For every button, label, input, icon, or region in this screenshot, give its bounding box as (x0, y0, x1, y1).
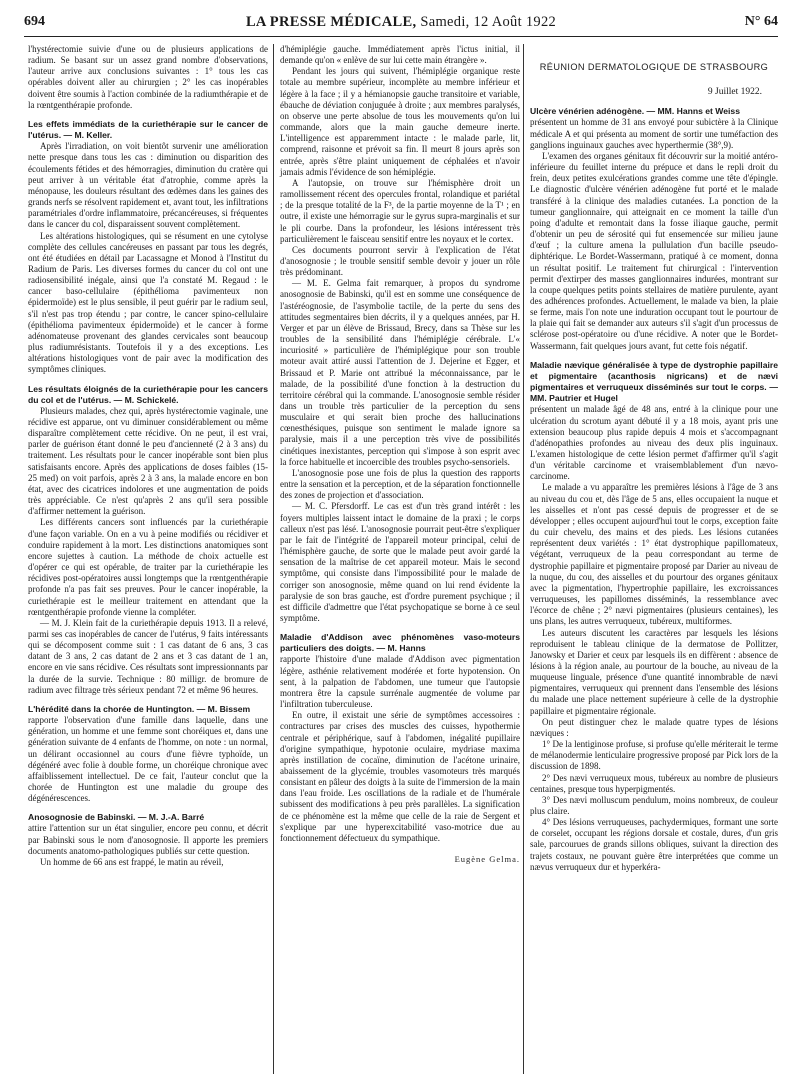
paragraph: Après l'irradiation, on voit bientôt survenir une amélioration nette presque dans tous les cas : diminution ou disparition des écoulements fétides et des hémorragies, diminution du cratère qui peut arriver à un véritable état d'atrophie, comme après la ménopause, les douleurs résultant des œdèmes dans les gaines des grands nerfs se résolvent rapidement et, avant tout, les infiltrations paramétriales d'ordre inflammatoire, précancéreuses, si fréquentes dans le cancer du col, disparaissent souvent complètement. (28, 141, 268, 230)
paragraph: L'anosognosie pose une fois de plus la question des rapports entre la sensation et la perception, et de la séparation fonctionnelle des zones de projection et d'association. (280, 467, 520, 501)
column-divider (273, 44, 274, 1074)
paragraph: rapporte l'observation d'une famille dans laquelle, dans une génération, un homme et une femme sont choréiques et, dans une génération suivante de 4 enfants de l'homme, on note : un normal, un délirant occasionnel au cours d'une fièvre typhoïde, un dégénéré avec folie à double forme, un choréique chronique avec affaiblissement intellectuel. De ce fait, l'auteur conclut que la chorée de Huntington est une maladie du groupe des dégénérescences. (28, 715, 268, 804)
paragraph: — M. E. Gelma fait remarquer, à propos du syndrome anosognosie de Babinski, qu'il est en somme une conséquence de l'astéréognosie, de l'asymbolie tactile, de la perte du sens des attitudes segmentaires bien décrits, il y a quelques années, par H. Verger et par un élève de Brissaud, Brecy, dans sa Thèse sur les troubles de la sensibilité dans l'hémiplégie cérébrale. L'« incuriosité » particulière de l'hémiplégique pour son trouble moteur avait attiré aussi l'attention de J. Dejerine et Egger, et Brissaud et P. Marie ont attribué la méconnaissance, par le malade, de la possibilité d'une fonction à la destruction du territoire cérébral qui la commande. L'anosognosie semble résider dans un trouble très particulier de la perception du sens musculaire et qui serait bien proche des hallucinations cœnesthésiques, puisque son sentiment le malade ignore sa paralysie, mais il a une perception très vive de possibilités cinétiques inexistantes, perception qui s'impose à son esprit avec la force habituelle et incoercible des troubles psycho-sensoriels. (280, 278, 520, 467)
paragraph: 1° De la lentiginose profuse, si profuse qu'elle mériterait le terme de mélanodermie lenticulaire progressive proposé par Pick lors de la discussion de 1898. (530, 739, 778, 772)
paragraph: 4° Des lésions verruqueuses, pachydermiques, formant une sorte de corselet, occupant les régions dorsale et costale, dures, d'un gris sale, parcourues de grands sillons obliques, suivant la direction des trajets costaux, ne pouvant guère être interprétées que comme un nævus verruqueux dur et hyperkéra- (530, 817, 778, 872)
paragraph: Plusieurs malades, chez qui, après hystérectomie vaginale, une récidive est apparue, ont vu diminuer considérablement ou même disparaître complètement cette récidive. On ne peut, il est vrai, parler de guérison étant donné le peu d'ancienneté (2 à 3 ans) du traitement. Les résultats pour le cancer inopérable sont bien plus satisfaisants encore. Après des applications de doses faibles (15-25 med) on voit parfois, après 2 à 3 ans, la malade encore en bon état, avec des cicatrices indolores et une augmentation de poids très appréciable. Ce n'est qu'après 2 ans qu'il sera possible d'affirmer nettement la guérison. (28, 405, 268, 517)
paragraph: 3° Des nævi molluscum pendulum, moins nombreux, de couleur plus claire. (530, 794, 778, 816)
paragraph: Les différents cancers sont influencés par la curiethérapie d'une façon variable. On en a vu à peine modifiés ou récidiver et conduire rapidement à la mort. Les distinctions anatomiques sont encore sujettes à caution. La méthode de choix actuelle est d'opérer ce qui est opérable, de traiter par la curiethérapie les récidives post-opératoires aussi longtemps que la rœntgenthérapie profonde n'a pas fait ses preuves. Pour le cancer inopérable, la curiethérapie est le meilleur traitement en attendant que la rœntgenthérapie profonde vienne la compléter. (28, 517, 268, 617)
paragraph: attire l'attention sur un état singulier, encore peu connu, et décrit par Babinski sous le nom d'anosognosie. Il apporte les premiers documents anatomo-pathologiques publiés sur cette question. (28, 823, 268, 856)
article-heading: Maladie d'Addison avec phénomènes vaso-moteurs particuliers des doigts. — M. Hanns (280, 632, 520, 654)
session-date: 9 Juillet 1922. (707, 87, 762, 98)
paragraph: Le malade a vu apparaître les premières lésions à l'âge de 3 ans au niveau du cou et, dès l'âge de 5 ans, elles occupaient la nuque et les aisselles et n'ont pas cessé depuis de progresser et de se développer ; elles occupent aujourd'hui tout le corps, exception faite du cuir chevelu, des mains et des pieds. Les lésions cutanées représentent deux variétés : 1° état dystrophique papillomateux, végétant, verruqueux de la peau correspondant au terme de dystrophie papillaire et pigmentaire proposé par Darier au niveau de la nuque, du cou, des aisselles et du pourtour des organes génitaux avec la pigmentation, l'hypertrophie papillaire, les excroissances verruqueuses, les papillomes disséminés, la ressemblance avec l'écorce de chêne ; 2° nævi pigmentaires (plusieurs centaines), les uns plans, les autres verruqueux, tubéreux, multiformes. (530, 482, 778, 627)
paragraph: Les auteurs discutent les caractères par lesquels les lésions reproduisent le tableau clinique de la dermatose de Pollitzer, Janowsky et Darier et ceux par lesquels ils en diffèrent : absence de lésions à la région anale, au pourtour de la bouche, au niveau de la muqueuse linguale, présence d'une quantité innombrable de nævi pigmentaires, verruqueux qui prennent dans l'ensemble des lésions du malade une place nettement supérieure à celle de la dystrophie papillaire et pigmentaire régionale. (530, 627, 778, 716)
page-number: 694 (24, 14, 45, 29)
section-title: RÉUNION DERMATOLOGIQUE DE STRASBOURG (539, 62, 769, 72)
header-rule (24, 36, 778, 37)
article-heading: Les résultats éloignés de la curiethérapie pour les cancers du col et de l'utérus. — M. Schickelé. (28, 383, 268, 405)
paragraph: d'hémiplégie gauche. Immédiatement après l'ictus initial, il demande qu'on « enlève de sur lui cette main étrangère ». (280, 44, 520, 66)
paragraph: 2° Des nævi verruqueux mous, tubéreux au nombre de plusieurs centaines, presque tous hyperpigmentés. (530, 772, 778, 794)
paragraph: En outre, il existait une série de symptômes accessoires : contractures par crises des muscles des cuisses, hypothermie centrale et périphérique, sauf à l'abdomen, inégalité pupillaire d'origine sympathique, hypotonie oculaire, mydriase maxima après instillation de cocaïne, diminution de l'acétone urinaire, abaissement de la glycémie, troubles vasomoteurs très marqués consistant en pâleur des doigts à la suite de l'immersion de la main dans l'eau froide. Les oscillations de la radiale et de l'humérale subissent des modifications à peu près parallèles. La signification de ce phénomène est la même que celle de la raie de Sergent et s'explique par une hyperexcitabilité vaso-motrice due au fonctionnement défectueux du sympathique. (280, 710, 520, 843)
paragraph: Ces documents pourront servir à l'explication de l'état d'anosognosie ; le trouble sensitif semble devoir y jouer un rôle très prédominant. (280, 244, 520, 278)
issue-number: N° 64 (744, 14, 778, 29)
paragraph: — M. C. Pfersdorff. Le cas est d'un très grand intérêt : les foyers multiples laissent intact le domaine de la praxi ; le corps calleux n'est pas lésé. L'anosognosie pourrait peut-être s'expliquer par le fait de l'intégrité de l'appareil moteur principal, celui de l'hémisphère gauche, de sorte que le malade peut avoir gardé la sensation de la maîtrise de cet appareil moteur. Mais le second symptôme, qui consiste dans l'impossibilité pour le malade de corriger son anosognosie, même quand on lui rend évidente la paralysie de son bras gauche, est d'ordre purement psychique ; il est difficile d'admettre que l'état psychopatique se borne à ce seul symptôme. (280, 501, 520, 623)
paragraph: rapporte l'histoire d'une malade d'Addison avec pigmentation légère, asthénie relativement modérée et forte hypotension. On sent, à la palpation de l'abdomen, une tumeur que l'autopsie montrera être la capsule surrénale augmentée de volume par l'infiltration tuberculeuse. (280, 654, 520, 710)
column-3 (530, 44, 778, 873)
issue-date: Samedi, 12 Août 1922 (420, 14, 557, 30)
publication-title: LA PRESSE MÉDICALE, (245, 14, 417, 30)
paragraph: Les altérations histologiques, qui se résument en une cytolyse complète des cellules cancéreuses en passant par tous les degrés, ont été étudiées en détail par Lacassagne et Monod à l'Institut du Radium de Paris. Les diverses formes du cancer du col ont une radiosensibilité inégale, ainsi que l'a constaté M. Regaud : le cancer baso-cellulaire (épithélioma pavimenteux non épidermoïde) est le plus sensible, il peut guérir par le radium seul, s'il n'est pas trop étendu ; par contre, le cancer spino-cellulaire (épithélioma pavimenteux épidermoïde) et le cancer à forme adénomateuse provenant des glandes cervicales sont beaucoup plus radiumrésistants. Toutefois il y a des exceptions. Les altérations histologiques vont de pair avec la modification des symptômes cliniques. (28, 230, 268, 375)
article-heading: L'hérédité dans la chorée de Huntington. — M. Bissem (28, 703, 251, 714)
paragraph: — M. J. Klein fait de la curiethérapie depuis 1913. Il a relevé, parmi ses cas inopérables de cancer de l'utérus, 9 faits intéressants qui se décomposent comme suit : 1 cas datant de 6 ans, 3 cas datant de 3 ans, 2 cas datant de 2 ans et 3 cas datant de 1 an, encore en vie sans récidive. Ces résultats sont impressionnants par la durée de la survie. Technique : 80 milligr. de bromure de radium avec filtrage très sérieux pendant 72 et même 96 heures. (28, 617, 268, 695)
article-heading: Les effets immédiats de la curiethérapie sur le cancer de l'utérus. — M. Keller. (28, 118, 268, 141)
paragraph: Pendant les jours qui suivent, l'hémiplégie organique reste totale au membre supérieur, incomplète au membre inférieur et légère à la face ; il y a hémianopsie gauche transitoire et variable, ébauche de déviation conjuguée à droite ; aux membres paralysés, on observe une perte absolue de tous les mouvements qu'on lui commande, alors que la main gauche demeure inerte. L'intelligence est apparemment intacte : le malade parle, lit, comprend, raisonne et prévoit sa fin. Il meurt 8 jours après son entrée, après s'être plaint uniquement de céphalées et n'avoir jamais admis l'évidence de son hémiplégie. (280, 66, 520, 177)
paragraph: A l'autopsie, on trouve sur l'hémisphère droit un ramollissement récent des opercules frontal, rolandique et pariétal ; de la presque totalité de la F³, de la partie moyenne de la T¹ ; en outre, il existe une hémorragie sur le gyrus supra-marginalis et sur le pli courbe. Dans la profondeur, les lésions intéressent très particulièrement le faisceau sensitif entre les noyaux et le cortex. (280, 177, 520, 244)
article-heading: Ulcère vénérien adénogène. — MM. Hanns et Weiss (530, 106, 740, 117)
author-signature: Eugène Gelma. (454, 854, 520, 865)
column-divider (523, 44, 524, 1074)
paragraph: l'hystérectomie suivie d'une ou de plusieurs applications de radium. Se basant sur un assez grand nombre d'observations, l'auteur arrive aux conclusions suivantes : 1° tous les cas opérables doivent aller au chirurgien ; 2° les cas inopérables doivent être soumis à l'action combinée de la radiumthérapie et de la rœntgenthérapie profonde. (28, 44, 268, 110)
article-heading: Anosognosie de Babinski. — M. J.-A. Barré (28, 812, 205, 823)
paragraph: Un homme de 66 ans est frappé, le matin au réveil, (40, 856, 224, 867)
paragraph: présentent un homme de 31 ans envoyé pour subictère à la Clinique médicale A et qui présenta au moment de sortir une tuméfaction des ganglions inguinaux gauches avec hyperthermie (38°,9). (530, 117, 778, 150)
column-1 (28, 44, 268, 868)
article-heading: Maladie nævique généralisée à type de dystrophie papillaire et pigmentaire (acanthosis nigricans) et de nævi pigmentaires et verruqueux disséminés sur tout le corps. — MM. Pautrier et Hugel (530, 359, 778, 404)
paragraph: L'examen des organes génitaux fit découvrir sur la moitié antéro-inférieure du feuillet interne du prépuce et dans le repli droit du frein, deux petites exulcérations grandes comme une tête d'épingle. Le diagnostic d'ulcère vénérien adénogène fut porté et le malade transféré à la clinique des maladies cutanées. La ponction de la tumeur ganglionnaire, qui atteignait en ce moment la taille d'un poing d'adulte et remontait dans la fosse iliaque gauche, permit d'obtenir un peu de sérosité qui fut ensemencée sur milieu jaune d'œuf ; la culture amena la pullulation d'un bacille pseudo-diphtérique. Le Bordet-Wassermann, pratiqué à ce moment, donna un résultat positif. Le traitement fut chirurgical : l'intervention permit d'extirper des masses ganglionnaires indurées, montrant sur la coupe quelques petits points stellaires de matière purulente, ayant des adhérences profondes. Actuellement, le malade va bien, la plaie se ferme, mais l'on note une induration occupant tout le pourtour de la plaie qui fait se demander aux auteurs s'il s'agit d'un processus de sclérose post-opératoire ou d'une récidive. A noter que le Bordet-Wassermann, fait quelques jours avant, fut cette fois négatif. (530, 150, 778, 351)
paragraph: présentent un malade âgé de 48 ans, entré à la clinique pour une ulcération du scrotum ayant débuté il y a 18 mois, ayant pris une extension beaucoup plus rapide depuis 4 mois et s'accompagnant d'adénopathies profondes au niveau des deux plis inguinaux. L'examen histologique de cette lésion permet d'affirmer qu'il s'agit d'un véritable carcinome et vraisemblablement d'un nævo-carcinome. (530, 404, 778, 482)
column-2 (280, 44, 520, 865)
paragraph: On peut distinguer chez le malade quatre types de lésions næviques : (530, 716, 778, 738)
masthead (24, 14, 778, 31)
